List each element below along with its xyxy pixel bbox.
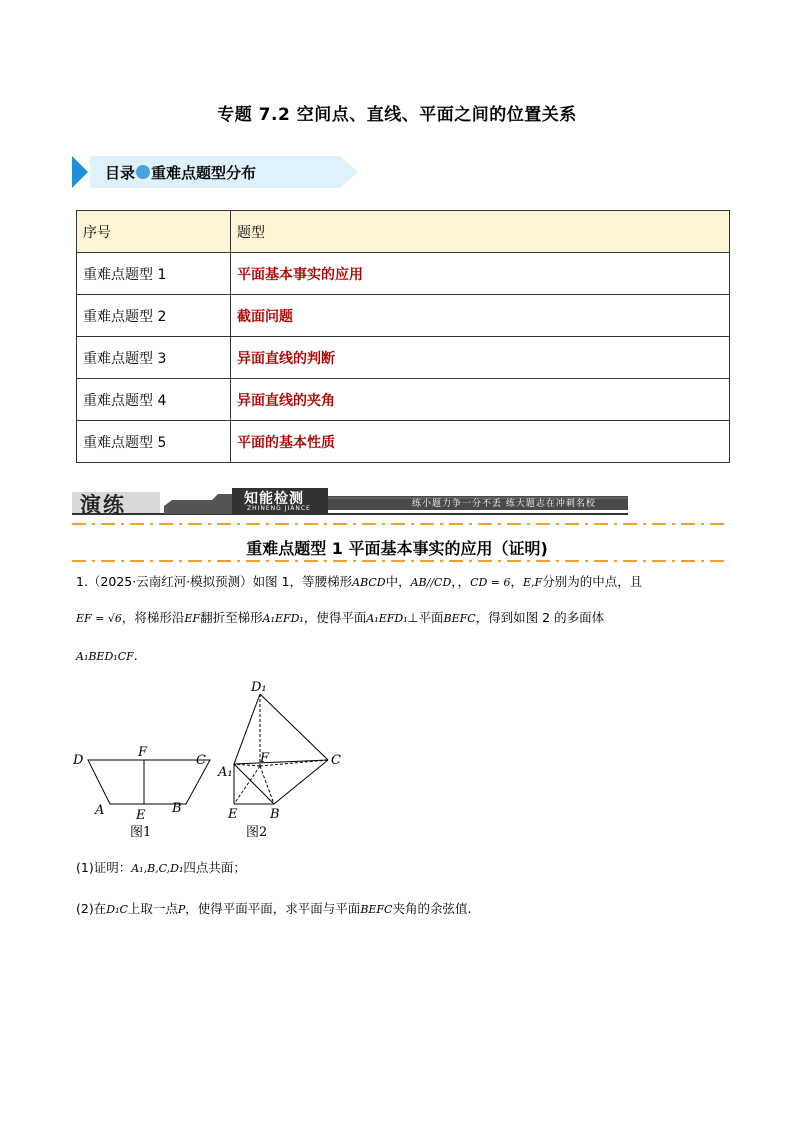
fig1-label: B	[172, 801, 182, 816]
row-index: 重难点题型 4	[77, 379, 231, 421]
page-title: 专题 7.2 空间点、直线、平面之间的位置关系	[217, 105, 577, 125]
row-topic-link[interactable]: 平面基本事实的应用	[231, 253, 730, 295]
math: A₁,B,C,D₁	[131, 862, 184, 875]
text: ，使得平面	[303, 610, 367, 625]
text: ，得到如图 2 的多面体	[475, 610, 605, 625]
row-topic-link[interactable]: 平面的基本性质	[231, 421, 730, 463]
section-title: 重难点题型 1 平面基本事实的应用（证明)	[246, 539, 548, 558]
table-row	[77, 421, 730, 463]
math: AB//CD	[410, 576, 452, 589]
math: BEFC	[360, 903, 393, 916]
row-topic-link[interactable]: 异面直线的夹角	[231, 379, 730, 421]
fig2-label: B	[270, 807, 280, 822]
fig1-label: D	[73, 753, 84, 768]
practice-banner	[72, 488, 628, 518]
text: 上取一点	[127, 901, 178, 916]
table-header-row	[77, 211, 730, 253]
table-row	[77, 337, 730, 379]
text: 四点共面；	[183, 860, 246, 875]
column-header-topic: 题型	[231, 211, 730, 253]
practice-big-label: 演练	[80, 492, 126, 517]
fig1-label: C	[196, 753, 206, 768]
row-topic-link[interactable]: 截面问题	[231, 295, 730, 337]
row-index: 重难点题型 3	[77, 337, 231, 379]
math: EF = √6	[76, 612, 122, 625]
math: ABCD	[352, 576, 386, 589]
fig2-label: C	[331, 753, 341, 768]
subquestion-1	[76, 858, 246, 876]
bullet-dot-icon	[136, 165, 150, 179]
table-row	[77, 379, 730, 421]
math: P	[177, 903, 186, 916]
math: A₁EFD₁	[366, 612, 408, 625]
toc-table	[76, 210, 730, 463]
problem-line-1	[76, 572, 642, 590]
text: ，，	[451, 574, 471, 589]
divider-bottom	[72, 560, 724, 562]
row-index: 重难点题型 1	[77, 253, 231, 295]
text: 翻折至梯形	[200, 610, 263, 625]
practice-mid-label: 知能检测	[244, 491, 304, 507]
table-row	[77, 295, 730, 337]
fig2-label: A₁	[218, 765, 233, 780]
practice-slogan: 练小题力争一分不丢 练大题志在冲刺名校	[412, 499, 596, 509]
text: (2)在	[76, 901, 107, 916]
column-header-index: 序号	[77, 211, 231, 253]
math: A₁EFD₁	[262, 612, 304, 625]
problem-line-2	[76, 608, 604, 626]
fig1-caption: 图1	[130, 825, 152, 840]
row-index: 重难点题型 2	[77, 295, 231, 337]
banner-suffix: 重难点题型分布	[151, 164, 257, 182]
math: D₁C	[106, 903, 128, 916]
toc-banner	[72, 156, 358, 188]
figures	[68, 676, 358, 846]
text: ⊥平面	[407, 610, 444, 625]
math: CD = 6	[470, 576, 511, 589]
row-index: 重难点题型 5	[77, 421, 231, 463]
text: ，使得平面平面，求平面与平面	[185, 901, 361, 916]
fig2-label: E	[228, 807, 238, 822]
fig2-label: D₁	[251, 680, 267, 695]
text: .	[133, 648, 138, 663]
text: (1)证明：	[76, 860, 132, 875]
fig1-label: F	[138, 745, 148, 760]
subquestion-2	[76, 899, 471, 917]
math: EF	[184, 612, 201, 625]
row-topic-link[interactable]: 异面直线的判断	[231, 337, 730, 379]
table-row	[77, 253, 730, 295]
fig1-label: A	[95, 803, 105, 818]
fig1-label: E	[136, 808, 146, 823]
problem-line-3	[76, 648, 138, 663]
text: 1.（2025·云南红河·模拟预测）如图 1，等腰梯形	[76, 574, 353, 589]
practice-pinyin: ZHINENG JIANCE	[247, 505, 311, 512]
math: BEFC	[443, 612, 476, 625]
text: ，	[510, 574, 524, 589]
divider-top	[72, 523, 724, 525]
text: 夹角的余弦值.	[392, 901, 472, 916]
banner-prefix: 目录	[105, 164, 136, 182]
text: ，将梯形沿	[121, 610, 185, 625]
fig2-caption: 图2	[246, 825, 268, 840]
text: 中，	[385, 574, 411, 589]
text: 分别为的中点，且	[542, 574, 643, 589]
math: A₁BED₁CF	[76, 650, 134, 663]
fig2-label: F	[260, 751, 270, 766]
math: E,F	[523, 576, 543, 589]
